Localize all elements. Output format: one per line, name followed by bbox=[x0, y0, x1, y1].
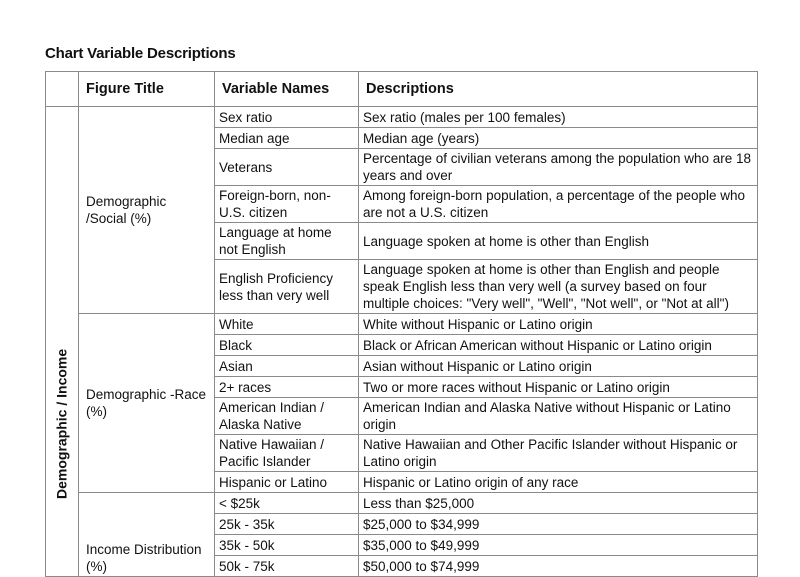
variable-description: $25,000 to $34,999 bbox=[359, 514, 758, 535]
variable-name: 2+ races bbox=[215, 377, 359, 398]
variable-description: Less than $25,000 bbox=[359, 493, 758, 514]
variable-table bbox=[45, 71, 758, 577]
variable-description: Percentage of civilian veterans among the population who are 18 years and over bbox=[359, 149, 758, 186]
header-descriptions: Descriptions bbox=[359, 72, 758, 107]
variable-description: $50,000 to $74,999 bbox=[359, 556, 758, 577]
figure-title-cell: Demographic -Race (%) bbox=[79, 314, 215, 493]
variable-name: 35k - 50k bbox=[215, 535, 359, 556]
header-figure-title: Figure Title bbox=[79, 72, 215, 107]
variable-name: 50k - 75k bbox=[215, 556, 359, 577]
group-cell bbox=[46, 107, 79, 577]
variable-name: Asian bbox=[215, 356, 359, 377]
table-row bbox=[46, 314, 758, 335]
page-title: Chart Variable Descriptions bbox=[45, 45, 236, 62]
figure-title-cell: Income Distribution (%) bbox=[79, 493, 215, 577]
variable-description: American Indian and Alaska Native without Hispanic or Latino origin bbox=[359, 398, 758, 435]
variable-description: Hispanic or Latino origin of any race bbox=[359, 472, 758, 493]
variable-description: $35,000 to $49,999 bbox=[359, 535, 758, 556]
variable-name: American Indian / Alaska Native bbox=[215, 398, 359, 435]
variable-name: Sex ratio bbox=[215, 107, 359, 128]
header-row bbox=[46, 72, 758, 107]
variable-name: Median age bbox=[215, 128, 359, 149]
variable-description: Sex ratio (males per 100 females) bbox=[359, 107, 758, 128]
variable-description: Language spoken at home is other than English bbox=[359, 223, 758, 260]
group-label: Demographic / Income bbox=[53, 348, 70, 499]
variable-name: 25k - 35k bbox=[215, 514, 359, 535]
variable-name: Language at home not English bbox=[215, 223, 359, 260]
variable-name: English Proficiency less than very well bbox=[215, 260, 359, 314]
variable-description: Native Hawaiian and Other Pacific Islander without Hispanic or Latino origin bbox=[359, 435, 758, 472]
variable-name: Veterans bbox=[215, 149, 359, 186]
variable-name: < $25k bbox=[215, 493, 359, 514]
header-group bbox=[46, 72, 79, 107]
variable-name: Black bbox=[215, 335, 359, 356]
variable-description: White without Hispanic or Latino origin bbox=[359, 314, 758, 335]
variable-name: Native Hawaiian / Pacific Islander bbox=[215, 435, 359, 472]
table-row bbox=[46, 107, 758, 128]
variable-description: Median age (years) bbox=[359, 128, 758, 149]
variable-name: Foreign-born, non-U.S. citizen bbox=[215, 186, 359, 223]
variable-description: Language spoken at home is other than English and people speak English less than very well (a survey based on four multiple choices: "Very well", "Well", "Not well", or "Not at all") bbox=[359, 260, 758, 314]
variable-description: Black or African American without Hispanic or Latino origin bbox=[359, 335, 758, 356]
table-row bbox=[46, 493, 758, 514]
variable-description: Two or more races without Hispanic or Latino origin bbox=[359, 377, 758, 398]
variable-name: White bbox=[215, 314, 359, 335]
figure-title-cell: Demographic /Social (%) bbox=[79, 107, 215, 314]
header-variable-names: Variable Names bbox=[215, 72, 359, 107]
variable-name: Hispanic or Latino bbox=[215, 472, 359, 493]
variable-description: Among foreign-born population, a percentage of the people who are not a U.S. citizen bbox=[359, 186, 758, 223]
variable-description: Asian without Hispanic or Latino origin bbox=[359, 356, 758, 377]
